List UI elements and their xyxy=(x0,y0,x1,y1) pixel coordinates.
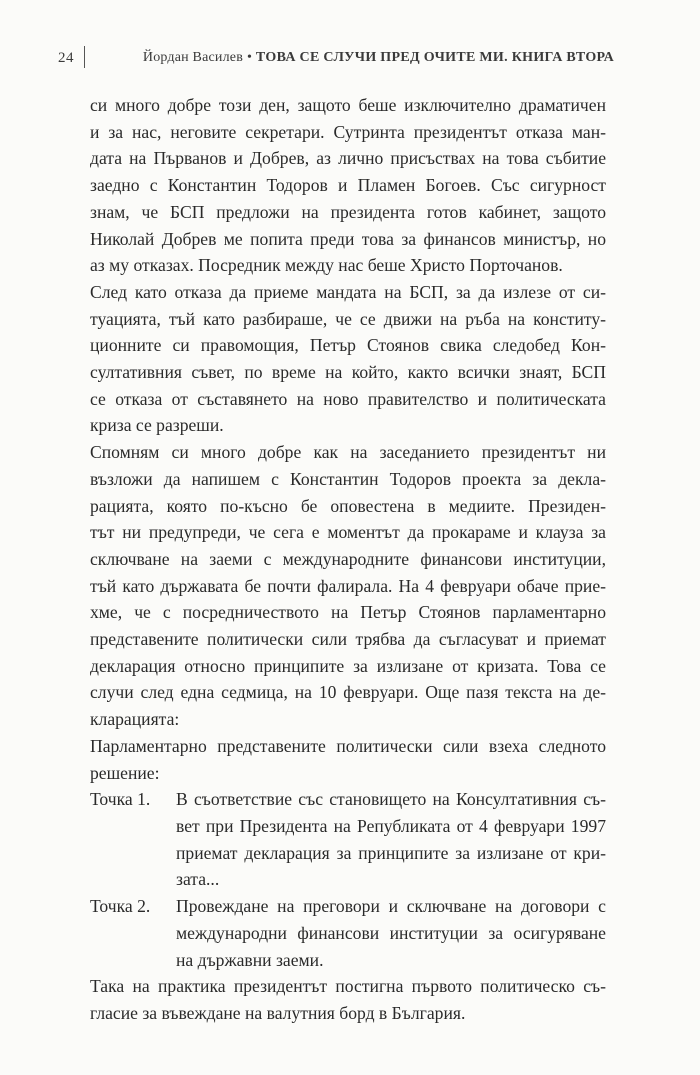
running-head-text xyxy=(143,50,614,66)
text-line: Николай Добрев ме попита преди това за финансов министър, но xyxy=(90,228,606,249)
text-line: декларация относно принципите за излизане от кризата. Това се xyxy=(90,655,606,676)
text-line: аз му отказах. Посредник между нас беше Христо Порточанов. xyxy=(90,255,563,276)
text-line: зата... xyxy=(176,869,220,890)
text-line: решение: xyxy=(90,762,160,783)
running-header xyxy=(58,44,614,70)
point-text xyxy=(176,786,606,893)
text-line: рацията, която по-късно бе оповестена в медиите. Президен- xyxy=(90,495,606,516)
paragraph xyxy=(90,733,606,786)
body-text xyxy=(90,92,606,1027)
text-line: Спомням си много добре как на заседанието президентът ни xyxy=(90,442,606,463)
paragraph xyxy=(90,973,606,1026)
declaration-point xyxy=(90,893,606,973)
text-line: си много добре този ден, защото беше изключително драматичен xyxy=(90,95,606,115)
text-line: знам, че БСП предложи на президента готов кабинет, защото xyxy=(90,201,606,222)
text-line: хме, че с посредничеството на Петър Стоянов парламентарно xyxy=(90,602,606,623)
header-separator: • xyxy=(247,50,252,65)
paragraph xyxy=(90,92,606,279)
text-line: приемат декларация за принципите за излизане от кри- xyxy=(176,842,606,863)
page-number: 24 xyxy=(58,50,74,66)
text-line: туацията, тъй като разбираше, че се движи на ръба на конститу- xyxy=(90,308,606,329)
author-name: Йордан Василев xyxy=(142,50,244,65)
text-line: представените политически сили трябва да съгласуват и приемат xyxy=(90,629,606,650)
paragraph xyxy=(90,279,606,439)
text-line: В съответствие със становището на Консултативния съ- xyxy=(176,789,606,810)
text-line: международни финансови институции за осигуряване xyxy=(176,922,606,943)
text-line: възложи да напишем с Константин Тодоров проекта за декла- xyxy=(90,468,606,489)
text-line: Така на практика президентът постигна първото политическо съ- xyxy=(90,976,606,997)
text-line: сключване на заеми с международните финансови институции, xyxy=(90,548,606,569)
text-line: гласие за въвеждане на валутния борд в България. xyxy=(90,1002,466,1023)
text-line: тъй като държавата бе почти фалирала. На 4 февруари обаче прие- xyxy=(90,575,606,596)
text-line: случи след една седмица, на 10 февруари. Още пазя текста на де- xyxy=(90,682,606,703)
text-line: криза се разреши. xyxy=(90,415,224,436)
point-label: Точка 2. xyxy=(90,896,151,917)
text-line: на държавни заеми. xyxy=(176,949,324,970)
book-title: ТОВА СЕ СЛУЧИ ПРЕД ОЧИТЕ МИ. КНИГА ВТОРА xyxy=(255,50,614,65)
text-line: заедно с Константин Тодоров и Пламен Богоев. Със сигурност xyxy=(90,175,606,196)
text-line: се отказа от съставянето на ново правителство и политическата xyxy=(90,388,606,409)
header-divider xyxy=(84,46,85,68)
text-line: Провеждане на преговори и сключване на договори с xyxy=(176,896,606,917)
text-line: ционните си правомощия, Петър Стоянов свика следобед Кон- xyxy=(90,335,606,356)
text-line: Парламентарно представените политически сили взеха следното xyxy=(90,735,606,756)
text-line: султативния съвет, по време на който, както всички знаят, БСП xyxy=(90,362,606,383)
point-text xyxy=(176,893,606,973)
text-line: вет при Президента на Републиката от 4 февруари 1997 xyxy=(176,815,606,836)
text-line: дата на Първанов и Добрев, аз лично присъствах на това събитие xyxy=(90,148,606,169)
paragraph xyxy=(90,439,606,733)
text-line: След като отказа да приеме мандата на БСП, за да излезе от си- xyxy=(90,281,606,302)
declaration-point xyxy=(90,786,606,893)
text-line: и за нас, неговите секретари. Сутринта президентът отказа ман- xyxy=(90,121,606,142)
text-line: тът ни предупреди, че сега е моментът да прокараме и клауза за xyxy=(90,522,606,543)
text-line: кларацията: xyxy=(90,709,180,730)
point-label: Точка 1. xyxy=(90,789,151,810)
